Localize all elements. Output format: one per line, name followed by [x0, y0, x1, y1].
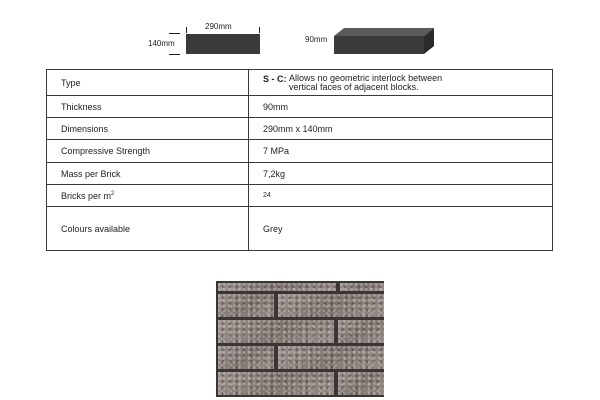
- brick: [218, 294, 274, 317]
- brick: [338, 372, 384, 395]
- row-label: [47, 185, 249, 207]
- block-front-view: [186, 34, 260, 54]
- length-label: 290mm: [205, 22, 232, 31]
- table-row: [47, 207, 553, 251]
- brick: [338, 320, 384, 343]
- type-description: [289, 74, 442, 92]
- brick: [278, 294, 384, 317]
- dimension-tick: [186, 27, 187, 33]
- row-label: Thickness: [47, 96, 249, 118]
- table-row: [47, 70, 553, 96]
- brick: [218, 320, 334, 343]
- row-value: 90mm: [249, 96, 553, 118]
- brick: [218, 372, 334, 395]
- table-row: [47, 118, 553, 140]
- dimension-tick: [259, 27, 260, 33]
- thickness-label: 90mm: [305, 35, 328, 44]
- superscript-2: 2: [111, 190, 115, 197]
- row-label: Dimensions: [47, 118, 249, 140]
- table-row: [47, 96, 553, 118]
- table-row: [47, 185, 553, 207]
- brick: [278, 346, 384, 369]
- type-code: S - C:: [263, 73, 287, 84]
- row-value: Grey: [249, 207, 553, 251]
- row-label: Compressive Strength: [47, 140, 249, 163]
- row-label: Mass per Brick: [47, 163, 249, 185]
- type-label: Type: [47, 70, 249, 96]
- row-value: 7,2kg: [249, 163, 553, 185]
- type-value: [249, 70, 553, 96]
- specification-table: [46, 69, 553, 251]
- bricks-per-m2-label: Bricks per m: [61, 190, 112, 201]
- table-row: [47, 163, 553, 185]
- dimension-tick: [169, 33, 180, 34]
- row-value: 290mm x 140mm: [249, 118, 553, 140]
- row-value: 7 MPa: [249, 140, 553, 163]
- brick: [218, 346, 274, 369]
- row-value: 24: [249, 185, 553, 207]
- table-row: [47, 140, 553, 163]
- brick-wall-sample-image: [216, 281, 384, 397]
- brick: [340, 283, 384, 291]
- height-label: 140mm: [148, 39, 175, 48]
- dimension-tick: [169, 54, 180, 55]
- type-description-line2: vertical faces of adjacent blocks.: [289, 81, 419, 92]
- block-3d-view: [334, 26, 434, 54]
- row-label: Colours available: [47, 207, 249, 251]
- brick: [218, 283, 336, 291]
- type-description-line1: Allows no geometric interlock between: [289, 72, 443, 83]
